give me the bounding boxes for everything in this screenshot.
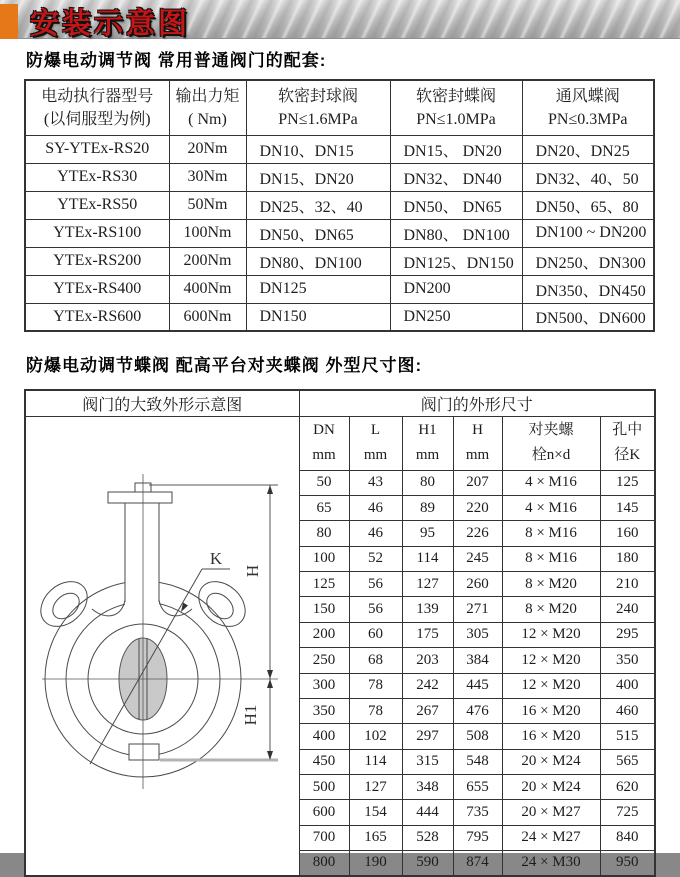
column-header: 软密封蝶阀 PN≤1.0MPa bbox=[390, 80, 522, 135]
table-cell: 12 × M20 bbox=[502, 622, 600, 647]
table-cell: DN80、 DN100 bbox=[390, 219, 522, 247]
table-cell: 245 bbox=[453, 546, 502, 571]
table-cell: 154 bbox=[349, 800, 402, 825]
dimension-table-rows bbox=[25, 390, 655, 876]
table-cell: 620 bbox=[600, 774, 655, 799]
column-header: H mm bbox=[453, 417, 502, 471]
table-cell: 43 bbox=[349, 470, 402, 495]
table-cell: 350 bbox=[299, 698, 349, 723]
table-cell: 12 × M20 bbox=[502, 673, 600, 698]
column-header: 孔中 径K bbox=[600, 417, 655, 471]
table-cell: 200Nm bbox=[169, 247, 246, 275]
table-cell: 8 × M16 bbox=[502, 521, 600, 546]
table-cell: 476 bbox=[453, 698, 502, 723]
table-cell: 445 bbox=[453, 673, 502, 698]
table-cell: 240 bbox=[600, 597, 655, 622]
section1-heading: 防爆电动调节阀 常用普通阀门的配套: bbox=[26, 51, 327, 70]
table-cell: DN100 ~ DN200 bbox=[522, 219, 654, 247]
table-cell: 220 bbox=[453, 496, 502, 521]
table-cell: DN10、DN15 bbox=[246, 135, 390, 163]
table-cell: 548 bbox=[453, 749, 502, 774]
column-header: 对夹螺 栓n×d bbox=[502, 417, 600, 471]
table-cell: 56 bbox=[349, 597, 402, 622]
table-cell: 528 bbox=[402, 825, 453, 850]
table-cell: 20Nm bbox=[169, 135, 246, 163]
table-cell: 444 bbox=[402, 800, 453, 825]
drawing-column-header: 阀门的大致外形示意图 bbox=[25, 390, 299, 417]
table-cell: 50Nm bbox=[169, 191, 246, 219]
table-cell: 450 bbox=[299, 749, 349, 774]
table-row bbox=[25, 303, 654, 331]
butterfly-valve-diagram bbox=[26, 417, 300, 868]
table-cell: SY-YTEx-RS20 bbox=[25, 135, 169, 163]
table-cell: 20 × M27 bbox=[502, 800, 600, 825]
table-row bbox=[25, 417, 655, 471]
table-cell: DN25、32、40 bbox=[246, 191, 390, 219]
table-cell: DN50、 DN65 bbox=[390, 191, 522, 219]
table-cell: YTEx-RS30 bbox=[25, 163, 169, 191]
table-cell: 250 bbox=[299, 648, 349, 673]
table-cell: 400 bbox=[299, 724, 349, 749]
table-cell: 508 bbox=[453, 724, 502, 749]
table-cell: 500 bbox=[299, 774, 349, 799]
column-header: 软密封球阀 PN≤1.6MPa bbox=[246, 80, 390, 135]
table-cell: 150 bbox=[299, 597, 349, 622]
table-cell: YTEx-RS50 bbox=[25, 191, 169, 219]
table-cell: 160 bbox=[600, 521, 655, 546]
table-cell: 24 × M30 bbox=[502, 850, 600, 876]
table-cell: 30Nm bbox=[169, 163, 246, 191]
table-cell: 600 bbox=[299, 800, 349, 825]
table-cell: 89 bbox=[402, 496, 453, 521]
table-cell: YTEx-RS100 bbox=[25, 219, 169, 247]
table-cell: 565 bbox=[600, 749, 655, 774]
table-cell: 295 bbox=[600, 622, 655, 647]
table-cell: DN125、DN150 bbox=[390, 247, 522, 275]
table-cell: 102 bbox=[349, 724, 402, 749]
table-cell: DN15、 DN20 bbox=[390, 135, 522, 163]
table-cell: DN32、 DN40 bbox=[390, 163, 522, 191]
table-cell: 800 bbox=[299, 850, 349, 876]
actuator-pairing-table bbox=[24, 79, 655, 332]
table-cell: 52 bbox=[349, 546, 402, 571]
table-cell: 460 bbox=[600, 698, 655, 723]
table-cell: 175 bbox=[402, 622, 453, 647]
table-cell: 24 × M27 bbox=[502, 825, 600, 850]
dimension-table bbox=[24, 389, 656, 877]
table-row bbox=[25, 80, 654, 135]
table-cell: 260 bbox=[453, 572, 502, 597]
table-cell: 60 bbox=[349, 622, 402, 647]
table-cell: 16 × M20 bbox=[502, 698, 600, 723]
table-cell: 4 × M16 bbox=[502, 496, 600, 521]
table-row bbox=[25, 163, 654, 191]
table-cell: 735 bbox=[453, 800, 502, 825]
table-cell: YTEx-RS400 bbox=[25, 275, 169, 303]
table-cell: 114 bbox=[349, 749, 402, 774]
table-cell: 125 bbox=[299, 572, 349, 597]
table-cell: 384 bbox=[453, 648, 502, 673]
table-cell: 655 bbox=[453, 774, 502, 799]
table-cell: 100Nm bbox=[169, 219, 246, 247]
table-cell: 65 bbox=[299, 496, 349, 521]
table-cell: 20 × M24 bbox=[502, 774, 600, 799]
table-cell: 315 bbox=[402, 749, 453, 774]
table-cell: 68 bbox=[349, 648, 402, 673]
table-cell: 80 bbox=[402, 470, 453, 495]
diagram-label-k: K bbox=[209, 549, 223, 568]
table-cell: 400 bbox=[600, 673, 655, 698]
column-header: 通风蝶阀 PN≤0.3MPa bbox=[522, 80, 654, 135]
table-cell: 400Nm bbox=[169, 275, 246, 303]
table-cell: DN350、DN450 bbox=[522, 275, 654, 303]
table-cell: 840 bbox=[600, 825, 655, 850]
table-cell: 210 bbox=[600, 572, 655, 597]
table-cell: 16 × M20 bbox=[502, 724, 600, 749]
table-row bbox=[25, 275, 654, 303]
column-header: 电动执行器型号 (以伺服型为例) bbox=[25, 80, 169, 135]
table-row bbox=[25, 191, 654, 219]
table-cell: 8 × M16 bbox=[502, 546, 600, 571]
actuator-table-header bbox=[25, 80, 654, 135]
table-cell: DN50、65、80 bbox=[522, 191, 654, 219]
table-cell: DN15、DN20 bbox=[246, 163, 390, 191]
dimensions-column-header: 阀门的外形尺寸 bbox=[299, 390, 655, 417]
table-cell: 271 bbox=[453, 597, 502, 622]
table-cell: 590 bbox=[402, 850, 453, 876]
table-cell: 725 bbox=[600, 800, 655, 825]
table-cell: DN500、DN600 bbox=[522, 303, 654, 331]
table-cell: 165 bbox=[349, 825, 402, 850]
diagram-label-h1: H1 bbox=[241, 704, 260, 726]
column-header: L mm bbox=[349, 417, 402, 471]
table-cell: 700 bbox=[299, 825, 349, 850]
table-cell: YTEx-RS600 bbox=[25, 303, 169, 331]
table-cell: DN125 bbox=[246, 275, 390, 303]
table-cell: 207 bbox=[453, 470, 502, 495]
table-cell: 348 bbox=[402, 774, 453, 799]
table-cell: 874 bbox=[453, 850, 502, 876]
table-cell: DN50、DN65 bbox=[246, 219, 390, 247]
table-cell: DN250 bbox=[390, 303, 522, 331]
table-cell: 203 bbox=[402, 648, 453, 673]
table-cell: 46 bbox=[349, 521, 402, 546]
table-cell: 127 bbox=[349, 774, 402, 799]
table-cell: 8 × M20 bbox=[502, 597, 600, 622]
table-cell: 20 × M24 bbox=[502, 749, 600, 774]
table-cell: 180 bbox=[600, 546, 655, 571]
table-cell: DN150 bbox=[246, 303, 390, 331]
table-cell: 795 bbox=[453, 825, 502, 850]
table-row bbox=[25, 390, 655, 417]
table-cell: 139 bbox=[402, 597, 453, 622]
table-cell: 46 bbox=[349, 496, 402, 521]
title-banner bbox=[0, 0, 680, 39]
table-cell: 114 bbox=[402, 546, 453, 571]
table-cell: 80 bbox=[299, 521, 349, 546]
table-cell: 305 bbox=[453, 622, 502, 647]
table-cell: 100 bbox=[299, 546, 349, 571]
table-cell: 515 bbox=[600, 724, 655, 749]
table-cell: 78 bbox=[349, 698, 402, 723]
section2-heading: 防爆电动调节蝶阀 配高平台对夹蝶阀 外型尺寸图: bbox=[26, 356, 423, 375]
table-cell: 127 bbox=[402, 572, 453, 597]
accent-block bbox=[0, 4, 18, 39]
column-header: H1 mm bbox=[402, 417, 453, 471]
table-cell: 600Nm bbox=[169, 303, 246, 331]
table-cell: DN32、40、50 bbox=[522, 163, 654, 191]
table-cell: 95 bbox=[402, 521, 453, 546]
table-cell: 350 bbox=[600, 648, 655, 673]
table-cell: 190 bbox=[349, 850, 402, 876]
diagram-label-h: H bbox=[243, 564, 262, 578]
table-cell: 300 bbox=[299, 673, 349, 698]
table-cell: 125 bbox=[600, 470, 655, 495]
table-cell: DN200 bbox=[390, 275, 522, 303]
table-cell: DN80、DN100 bbox=[246, 247, 390, 275]
table-cell: 226 bbox=[453, 521, 502, 546]
table-cell: 56 bbox=[349, 572, 402, 597]
table-cell: 242 bbox=[402, 673, 453, 698]
table-cell: 297 bbox=[402, 724, 453, 749]
page-title: 安装示意图 bbox=[30, 8, 191, 40]
column-header: DN mm bbox=[299, 417, 349, 471]
table-cell: 12 × M20 bbox=[502, 648, 600, 673]
table-cell: YTEx-RS200 bbox=[25, 247, 169, 275]
column-header: 输出力矩 ( Nm) bbox=[169, 80, 246, 135]
table-cell: 950 bbox=[600, 850, 655, 876]
table-cell: 8 × M20 bbox=[502, 572, 600, 597]
table-cell: 267 bbox=[402, 698, 453, 723]
table-cell: 78 bbox=[349, 673, 402, 698]
table-row bbox=[25, 135, 654, 163]
table-row bbox=[25, 247, 654, 275]
table-cell: 50 bbox=[299, 470, 349, 495]
table-cell: 200 bbox=[299, 622, 349, 647]
table-row bbox=[25, 219, 654, 247]
table-cell: 145 bbox=[600, 496, 655, 521]
valve-drawing-cell bbox=[25, 417, 299, 877]
table-cell: DN20、DN25 bbox=[522, 135, 654, 163]
actuator-table-body bbox=[25, 135, 654, 331]
table-cell: 4 × M16 bbox=[502, 470, 600, 495]
table-cell: DN250、DN300 bbox=[522, 247, 654, 275]
